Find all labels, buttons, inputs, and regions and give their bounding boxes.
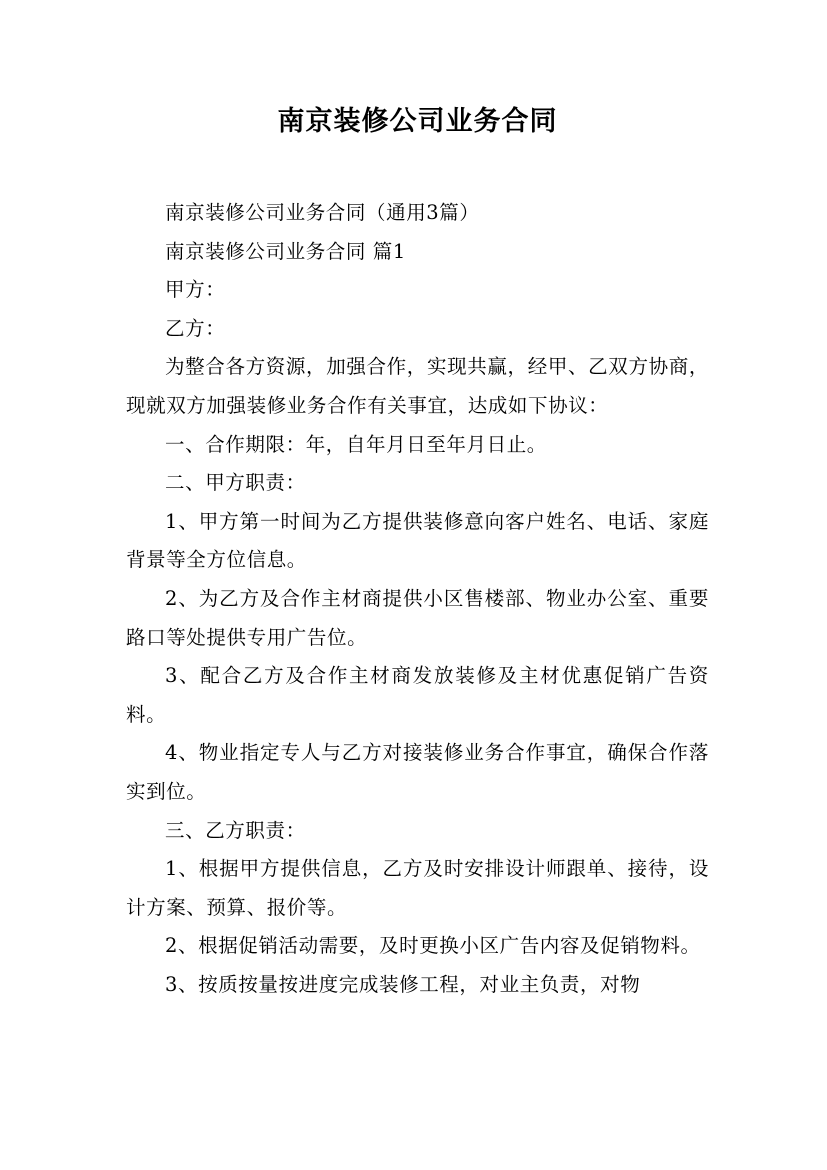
document-body (126, 194, 709, 1004)
paragraph-party-a-duty-1: 1、甲方第一时间为乙方提供装修意向客户姓名、电话、家庭背景等全方位信息。 (126, 509, 709, 572)
paragraph-party-b-duty-3: 3、按质按量按进度完成装修工程，对业主负责，对物 (165, 972, 641, 996)
paragraph-party-b: 乙方： (165, 316, 226, 340)
paragraph-party-a-duties-heading: 二、甲方职责： (165, 471, 306, 495)
paragraph-party-a-duty-2: 2、为乙方及合作主材商提供小区售楼部、物业办公室、重要路口等处提供专用广告位。 (126, 586, 709, 649)
paragraph-preamble: 为整合各方资源，加强合作，实现共赢，经甲、乙双方协商，现就双方加强装修业务合作有关事宜，达成如下协议： (126, 355, 709, 417)
paragraph-party-b-duty-1: 1、根据甲方提供信息，乙方及时安排设计师跟单、接待，设计方案、预算、报价等。 (126, 857, 709, 919)
paragraph-subtitle: 南京装修公司业务合同（通用3篇） (165, 201, 480, 224)
paragraph-section-heading: 南京装修公司业务合同 篇1 (165, 239, 406, 263)
paragraph-party-b-duties-heading: 三、乙方职责： (165, 818, 306, 842)
paragraph-term: 一、合作期限：年，自年月日至年月日止。 (165, 432, 547, 456)
document-title: 南京装修公司业务合同 (277, 106, 558, 137)
paragraph-party-b-duty-2: 2、根据促销活动需要，及时更换小区广告内容及促销物料。 (165, 934, 701, 958)
paragraph-party-a: 甲方： (165, 278, 226, 302)
paragraph-party-a-duty-3: 3、配合乙方及合作主材商发放装修及主材优惠促销广告资料。 (126, 664, 709, 726)
paragraph-party-a-duty-4: 4、物业指定专人与乙方对接装修业务合作事宜，确保合作落实到位。 (126, 741, 709, 803)
